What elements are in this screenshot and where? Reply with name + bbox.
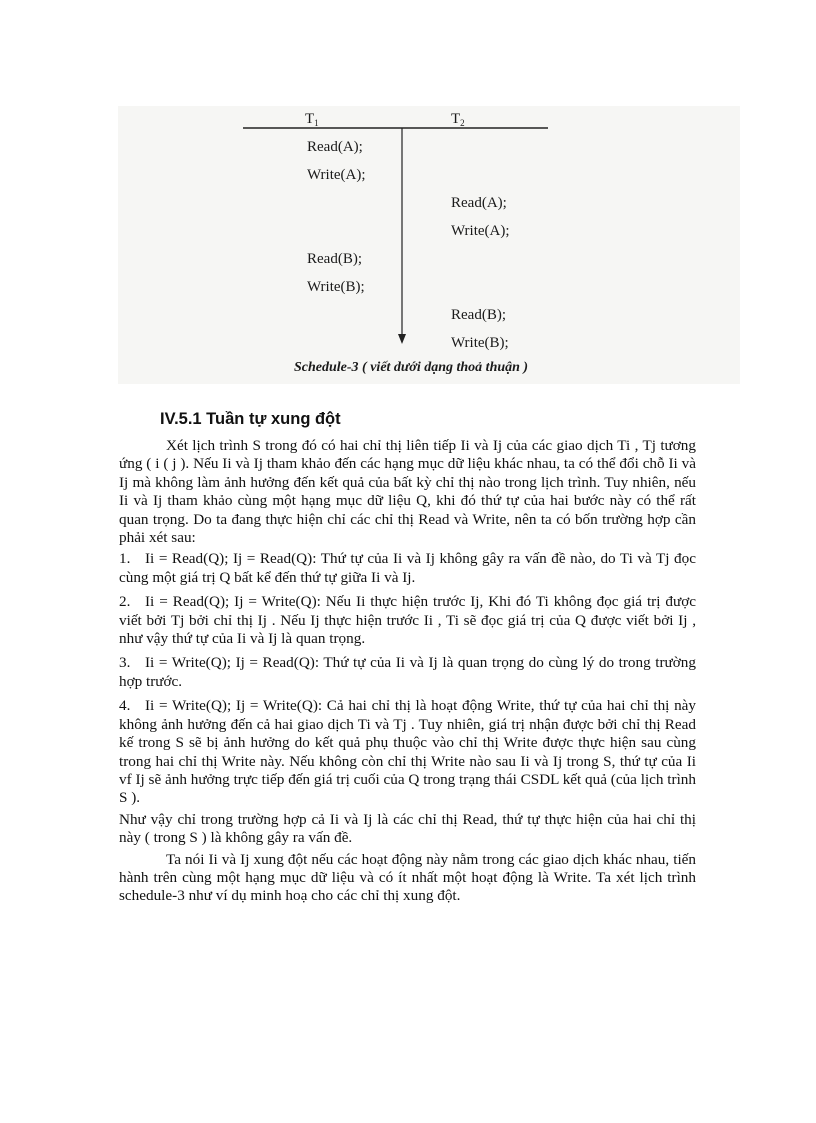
op-t2-read-b: Read(B); [451,307,506,323]
column-header-t2: $T_2$ [451,111,465,128]
body-text [119,437,696,906]
column-header-t1: $T_1$ [305,111,319,128]
schedule-diagram-lines [118,106,740,384]
figure-caption: Schedule-3 ( viết dưới dạng thoả thuận ) [294,360,529,375]
case-3: 3. Ii = Write(Q); Ij = Read(Q): Thứ tự của Ii và Ij là quan trọng do cùng lý do trong trường hợp trước. [119,654,696,690]
time-axis-arrowhead [398,334,406,344]
op-t1-write-a: Write(A); [307,167,366,183]
op-t1-read-b: Read(B); [307,251,362,267]
paragraph-summary: Như vậy chỉ trong trường hợp cả Ii và Ij là các chỉ thị Read, thứ tự thực hiện của hai chỉ thị này ( trong S ) là không gây ra vấn đề. [119,810,696,847]
case-1: 1. Ii = Read(Q); Ij = Read(Q): Thứ tự của Ii và Ij không gây ra vấn đề nào, do Ti và Tj đọc cùng một giá trị Q bất kể đến thứ tự giữa Ii và Ij. [119,550,696,586]
op-t2-write-b: Write(B); [451,335,509,351]
section-heading: IV.5.1 Tuần tự xung đột [160,410,341,428]
case-4: 4. Ii = Write(Q); Ij = Write(Q): Cả hai chỉ thị là hoạt động Write, thứ tự của hai chỉ thị này không ảnh hưởng đến cả hai giao dịch Ti và Tj . Tuy nhiên, giá trị nhận được bởi chỉ thị Read kế trong S sẽ bị ảnh hưởng do kết quả phụ thuộc vào chỉ thị Write được thực hiện sau cùng trong hai chỉ thị Write này. Nếu không còn chỉ thị Write nào sau Ii và Ij trong S, thứ tự của Ii vf Ij sẽ ảnh hưởng trực tiếp đến giá trị cuối của Q trong trạng thái CSDL kết quả (của lịch trình S ). [119,697,696,807]
case-2: 2. Ii = Read(Q); Ij = Write(Q): Nếu Ii thực hiện trước Ij, Khi đó Ti không đọc giá trị được viết bởi Tj bởi chỉ thị Ij . Nếu Ij thực hiện trước Ii , Ti sẽ đọc giá trị của Q được viết bởi Ij , như vậy thứ tự của Ii và Ij là quan trọng. [119,593,696,648]
paragraph-conflict: Ta nói Ii và Ij xung đột nếu các hoạt động này nằm trong các giao dịch khác nhau, tiến hành trên cùng một hạng mục dữ liệu và có ít nhất một hoạt động là Write. Ta xét lịch trình schedule-3 như ví dụ minh hoạ cho các chỉ thị xung đột. [119,850,696,905]
op-t2-write-a: Write(A); [451,223,510,239]
paragraph-intro: Xét lịch trình S trong đó có hai chỉ thị liên tiếp Ii và Ij của các giao dịch Ti , Tj tương ứng ( i ( j ). Nếu Ii và Ij tham khảo đến các hạng mục dữ liệu khác nhau, ta có thể đổi chỗ Ii và Ij mà không làm ảnh hưởng đến kết quả của bất kỳ chỉ thị nào trong lịch trình. Tuy nhiên, nếu Ii và Ij tham khảo cùng một hạng mục dữ liệu Q, khi đó thứ tự của hai bước này có thể rất quan trọng. Do ta đang thực hiện chỉ các chỉ thị Read và Write, nên ta có bốn trường hợp cần phải xét sau: [119,437,696,547]
op-t1-write-b: Write(B); [307,279,365,295]
op-t2-read-a: Read(A); [451,195,507,211]
op-t1-read-a: Read(A); [307,139,363,155]
schedule-figure [118,106,740,384]
